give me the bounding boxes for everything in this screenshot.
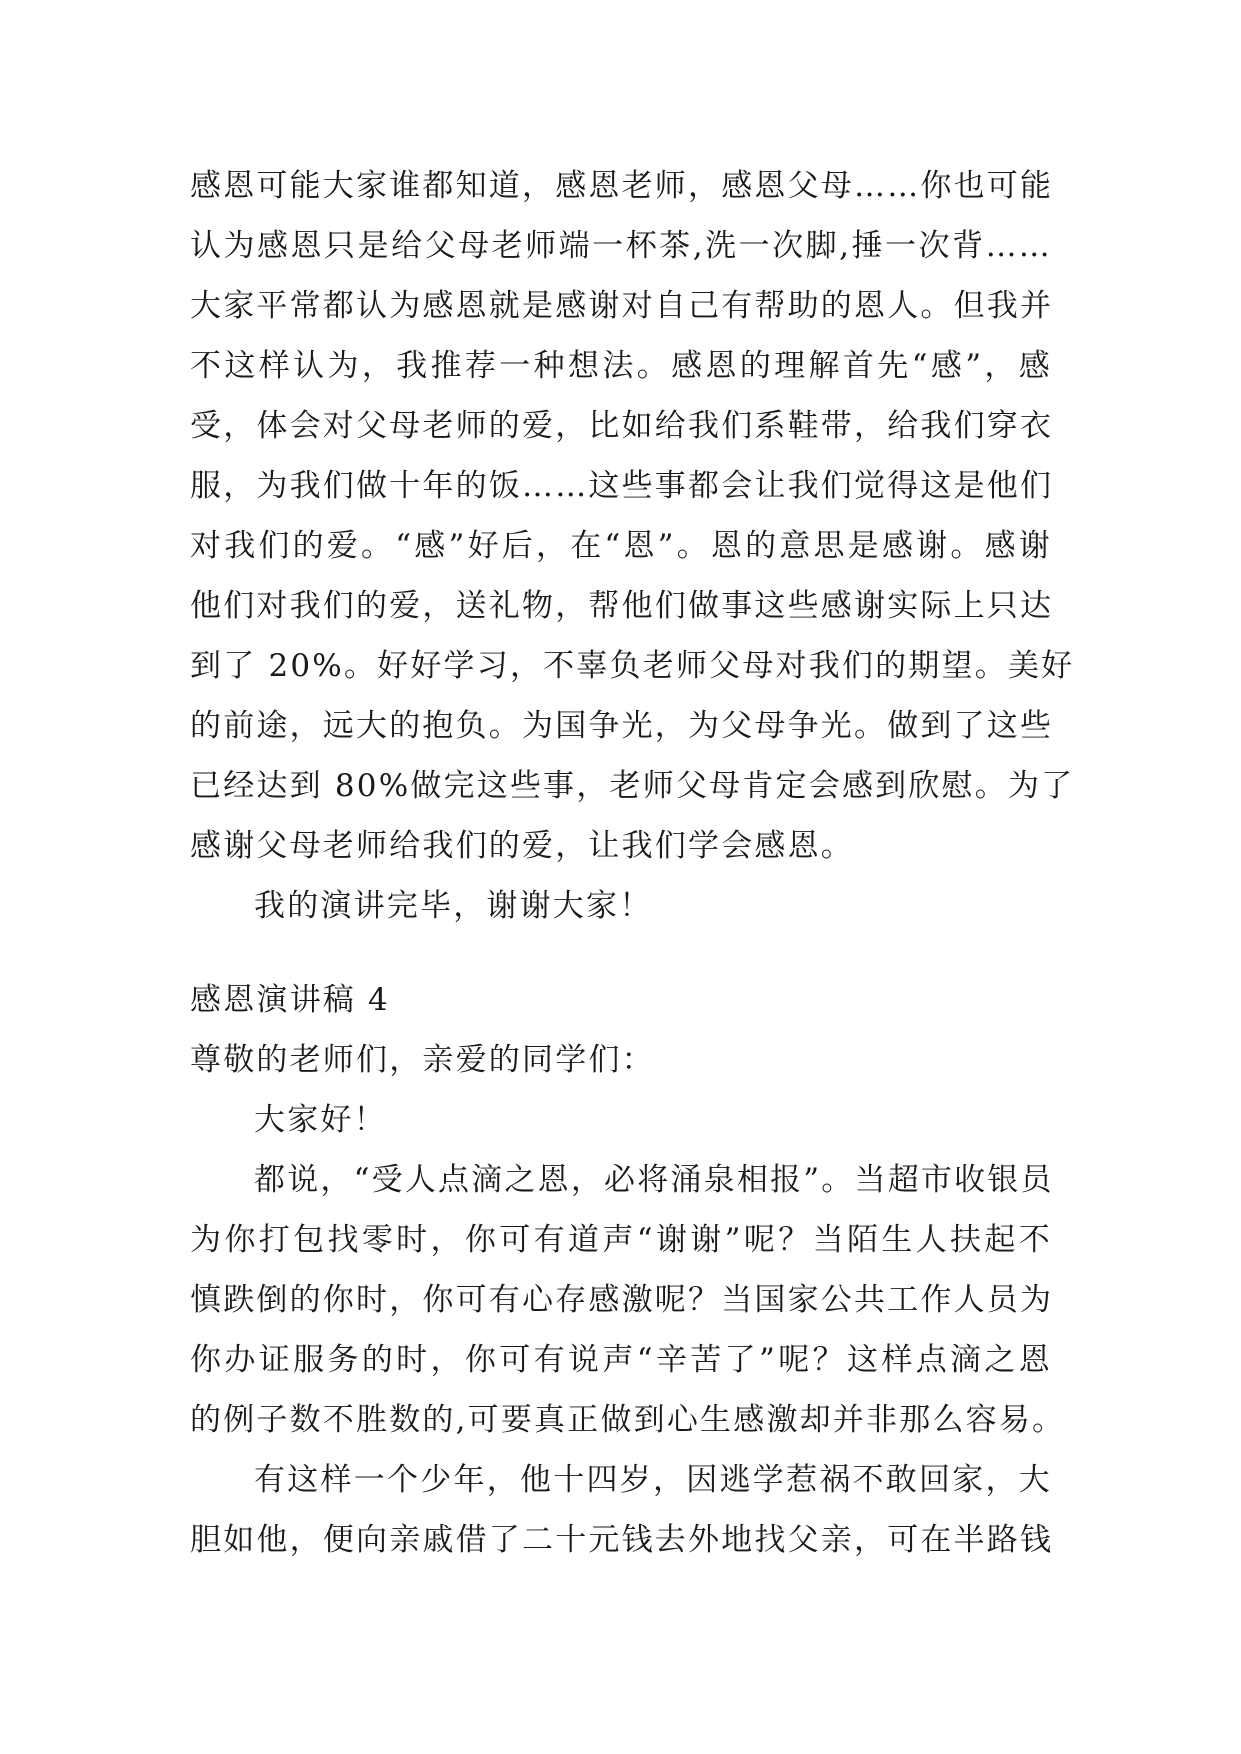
greeting: 大家好！ [254, 1102, 387, 1138]
speech-3-ending [190, 156, 1075, 936]
paragraph-line: 已经达到 80%做完这些事，老师父母肯定会感到欣慰。为了 [190, 768, 1075, 804]
paragraph-line: 胆如他，便向亲戚借了二十元钱去外地找父亲，可在半路钱 [190, 1522, 1054, 1558]
paragraph-line: 认为感恩只是给父母老师端一杯茶,洗一次脚,捶一次背…… [190, 228, 1052, 264]
paragraph-line: 受，体会对父母老师的爱，比如给我们系鞋带，给我们穿衣 [190, 408, 1054, 444]
salutation: 尊敬的老师们，亲爱的同学们： [190, 1042, 655, 1078]
paragraph-line: 的前途，远大的抱负。为国争光，为父母争光。做到了这些 [190, 708, 1054, 744]
paragraph-line: 对我们的爱。“感”好后，在“恩”。恩的意思是感谢。感谢 [190, 528, 1052, 564]
paragraph-line: 慎跌倒的你时，你可有心存感激呢？当国家公共工作人员为 [190, 1282, 1054, 1318]
paragraph-line: 他们对我们的爱，送礼物，帮他们做事这些感谢实际上只达 [190, 588, 1054, 624]
paragraph-line: 有这样一个少年，他十四岁，因逃学惹祸不敢回家，大 [254, 1462, 1052, 1498]
paragraph-line: 都说，“受人点滴之恩，必将涌泉相报”。当超市收银员 [254, 1162, 1054, 1198]
paragraph-line: 为你打包找零时，你可有道声“谢谢”呢？当陌生人扶起不 [190, 1222, 1052, 1258]
paragraph-line: 不这样认为，我推荐一种想法。感恩的理解首先“感”，感 [190, 348, 1052, 384]
section-title: 感恩演讲稿 4 [190, 982, 390, 1018]
paragraph-line: 到了 20%。好好学习，不辜负老师父母对我们的期望。美好 [190, 648, 1075, 684]
paragraph-line: 感恩可能大家谁都知道，感恩老师，感恩父母……你也可能 [190, 168, 1054, 204]
speech-4 [190, 970, 1066, 1570]
paragraph-line: 大家平常都认为感恩就是感谢对自己有帮助的恩人。但我并 [190, 288, 1054, 324]
paragraph-line: 的例子数不胜数的,可要真正做到心生感激却并非那么容易。 [190, 1402, 1066, 1438]
closing-line: 我的演讲完毕，谢谢大家！ [254, 888, 653, 924]
paragraph-line: 感谢父母老师给我们的爱，让我们学会感恩。 [190, 828, 854, 864]
paragraph-line: 服，为我们做十年的饭……这些事都会让我们觉得这是他们 [190, 468, 1054, 504]
paragraph-line: 你办证服务的时，你可有说声“辛苦了”呢？这样点滴之恩 [190, 1342, 1052, 1378]
